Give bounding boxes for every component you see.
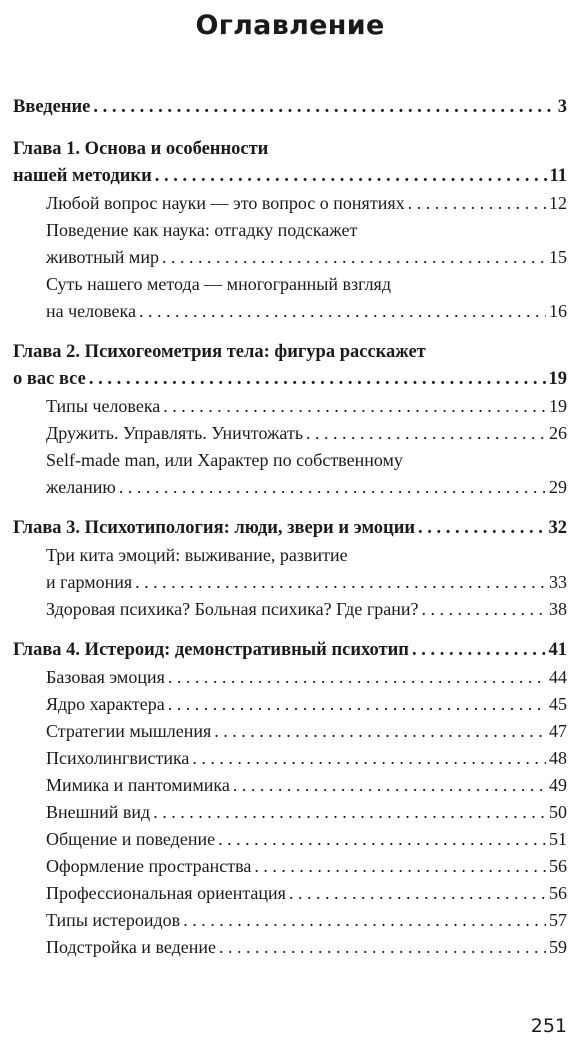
dot-leader	[168, 691, 546, 718]
toc-line	[46, 393, 567, 420]
toc-entry-title: нашей методики	[13, 166, 152, 186]
toc-item[interactable]	[13, 596, 567, 623]
toc-line	[46, 190, 567, 217]
toc-entry-title: Подстройка и ведение	[46, 937, 216, 957]
dot-leader	[135, 569, 546, 596]
dot-leader	[219, 934, 546, 961]
toc-page-number: 11	[549, 166, 567, 186]
toc-entry-title: Типы истероидов	[46, 910, 181, 930]
toc-item[interactable]	[13, 826, 567, 853]
toc-entry-title: Поведение как наука: отгадку подскажет	[46, 220, 358, 240]
toc-item[interactable]	[13, 691, 567, 718]
dot-leader	[408, 190, 546, 217]
toc-page-number: 19	[548, 369, 567, 389]
toc-page-number: 56	[549, 883, 567, 903]
dot-leader	[162, 244, 546, 271]
toc-item[interactable]	[13, 907, 567, 934]
toc-line	[46, 880, 567, 907]
toc-line	[46, 934, 567, 961]
toc-entry-title: Глава 4. Истероид: демонстративный психотип	[13, 640, 409, 660]
toc-chapters	[13, 121, 567, 961]
toc-entry-title: и гармония	[46, 572, 133, 592]
toc-entry-title: Ядро характера	[46, 694, 165, 714]
dot-leader	[89, 366, 546, 393]
toc-page-number: 29	[549, 477, 567, 497]
toc-line	[46, 772, 567, 799]
toc-page-number: 47	[549, 721, 567, 741]
toc-page-number: 32	[548, 518, 567, 538]
dot-leader	[421, 596, 546, 623]
toc-chapter[interactable]	[13, 136, 567, 190]
toc-line	[46, 298, 567, 325]
toc-line	[46, 718, 567, 745]
dot-leader	[93, 94, 554, 121]
toc-line	[13, 366, 567, 393]
toc-item[interactable]	[13, 799, 567, 826]
toc-page-number: 57	[549, 910, 567, 930]
toc-item[interactable]	[13, 880, 567, 907]
dot-leader	[183, 907, 546, 934]
toc-page-number: 51	[549, 829, 567, 849]
toc-page-number: 38	[549, 599, 567, 619]
toc-item[interactable]	[13, 420, 567, 447]
toc-item[interactable]	[13, 542, 567, 596]
toc-page-number: 59	[549, 937, 567, 957]
toc-line	[46, 244, 567, 271]
toc-entry-title: Любой вопрос науки — это вопрос о понятиях	[46, 193, 405, 213]
toc-entry-title: о вас все	[13, 369, 86, 389]
toc-item[interactable]	[13, 190, 567, 217]
toc-line	[13, 637, 567, 664]
spacer	[13, 501, 567, 515]
toc-page-number: 44	[549, 667, 567, 687]
toc-item[interactable]	[13, 772, 567, 799]
dot-leader	[218, 826, 546, 853]
toc-page-number: 48	[549, 748, 567, 768]
toc-entry-title: Общение и поведение	[46, 829, 216, 849]
toc-entry-title: Мимика и пантомимика	[46, 775, 230, 795]
spacer	[13, 121, 567, 136]
toc-entry-title: Глава 1. Основа и особенности	[13, 139, 269, 159]
toc-item[interactable]	[13, 745, 567, 772]
toc-line	[13, 136, 567, 163]
toc-chapter[interactable]	[13, 339, 567, 393]
toc-line	[46, 474, 567, 501]
toc-entry-title: Профессиональная ориентация	[46, 883, 286, 903]
dot-leader	[155, 163, 547, 190]
dot-leader	[139, 298, 546, 325]
toc-line	[13, 515, 567, 542]
toc-entry-title: желанию	[46, 477, 116, 497]
toc-line	[46, 907, 567, 934]
spacer	[13, 325, 567, 339]
toc-entry-title: Глава 3. Психотипология: люди, звери и эмоции	[13, 518, 416, 538]
toc-page-number: 3	[557, 97, 567, 117]
dot-leader	[289, 880, 546, 907]
toc-entry-title: Оформление пространства	[46, 856, 252, 876]
toc-entry-title: Self-made man, или Характер по собственному	[46, 450, 403, 470]
toc-page-number: 49	[549, 775, 567, 795]
toc-entry-title: Внешний вид	[46, 802, 151, 822]
toc-line	[46, 569, 567, 596]
toc-page-number: 12	[549, 193, 567, 213]
toc-item[interactable]	[13, 271, 567, 325]
dot-leader	[153, 799, 546, 826]
toc-entry-title: Базовая эмоция	[46, 667, 165, 687]
toc-item[interactable]	[13, 853, 567, 880]
toc-entry-title: животный мир	[46, 247, 159, 267]
toc-entry-title: Дружить. Управлять. Уничтожать	[46, 423, 304, 443]
toc-chapter[interactable]	[13, 637, 567, 664]
toc-line	[46, 664, 567, 691]
dot-leader	[214, 718, 546, 745]
dot-leader	[192, 745, 546, 772]
toc-entry-title: Типы человека	[46, 396, 161, 416]
toc-item[interactable]	[13, 664, 567, 691]
dot-leader	[168, 664, 546, 691]
toc-entry-title: Глава 2. Психогеометрия тела: фигура расскажет	[13, 342, 426, 362]
toc-entry-title: Здоровая психика? Больная психика? Где грани?	[46, 599, 419, 619]
toc-page-number: 19	[549, 396, 567, 416]
dot-leader	[412, 637, 546, 664]
toc-line	[46, 447, 567, 474]
toc-line	[46, 217, 567, 244]
toc-line	[46, 420, 567, 447]
toc-entry-title: Психолингвистика	[46, 748, 190, 768]
toc-item[interactable]	[13, 447, 567, 501]
dot-leader	[306, 420, 546, 447]
toc-page-number: 50	[549, 802, 567, 822]
toc-line	[46, 745, 567, 772]
toc-page-number: 56	[549, 856, 567, 876]
toc-entry-title: Три кита эмоций: выживание, развитие	[46, 545, 348, 565]
toc-page-number: 15	[549, 247, 567, 267]
page-title: Оглавление	[195, 10, 385, 41]
toc-item[interactable]	[13, 217, 567, 271]
toc-line	[46, 799, 567, 826]
toc-line	[13, 339, 567, 366]
toc-page-number: 26	[549, 423, 567, 443]
dot-leader	[233, 772, 546, 799]
dot-leader	[163, 393, 546, 420]
toc-item[interactable]	[13, 934, 567, 961]
toc-entry-title: Введение	[13, 97, 91, 117]
toc-entry-title: Суть нашего метода — многогранный взгляд	[46, 274, 391, 294]
toc-line	[13, 94, 567, 121]
toc-entry-title: Стратегии мышления	[46, 721, 212, 741]
table-of-contents	[13, 94, 567, 961]
toc-line	[46, 691, 567, 718]
toc-page-number: 45	[549, 694, 567, 714]
spacer	[13, 623, 567, 637]
dot-leader	[418, 515, 545, 542]
toc-line	[46, 542, 567, 569]
dot-leader	[119, 474, 546, 501]
toc-page-number: 16	[549, 301, 567, 321]
toc-item[interactable]	[13, 393, 567, 420]
toc-line	[46, 271, 567, 298]
toc-chapter[interactable]	[13, 515, 567, 542]
toc-intro[interactable]	[13, 94, 567, 121]
toc-entry-title: на человека	[46, 301, 136, 321]
toc-page-number: 41	[548, 640, 567, 660]
page-number: 251	[530, 1015, 567, 1037]
toc-line	[46, 826, 567, 853]
dot-leader	[254, 853, 546, 880]
toc-page-number: 33	[549, 572, 567, 592]
toc-line	[46, 596, 567, 623]
toc-line	[46, 853, 567, 880]
toc-item[interactable]	[13, 718, 567, 745]
toc-line	[13, 163, 567, 190]
